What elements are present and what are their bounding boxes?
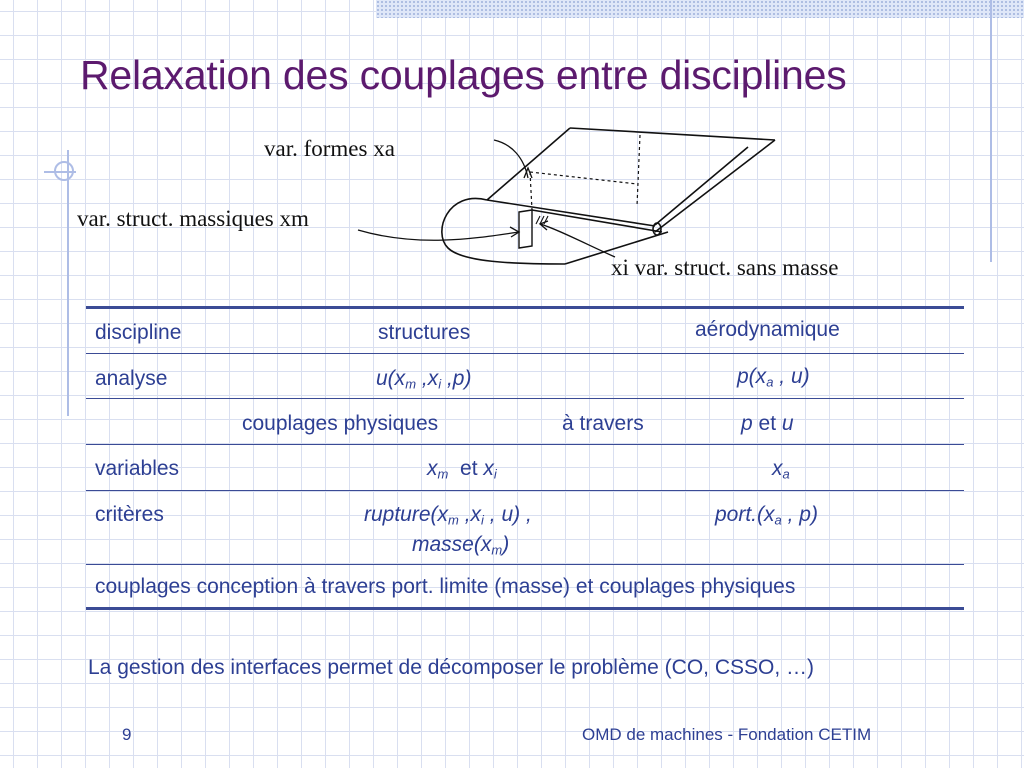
cell-aerodynamique: aérodynamique <box>695 318 840 341</box>
figure-label-massless-structural-variables: xi var. struct. sans masse <box>611 255 839 280</box>
cell-p-and-u: p et u <box>741 412 794 435</box>
footer-text: OMD de machines - Fondation CETIM <box>582 725 872 744</box>
cell-aero-variables: $x_a$ <box>772 457 790 482</box>
cell-structures-analysis: $u(x_m$ $,x_i$ ,p) <box>376 367 472 392</box>
cell-design-couplings: couplages conception à travers port. limite (masse) et couplages physiques <box>95 575 796 598</box>
row-label-criteres: critères <box>95 503 164 526</box>
figure-label-shape-variables: var. formes xa <box>264 136 395 161</box>
figure-label-mass-structural-variables: var. struct. massiques xm <box>77 206 309 231</box>
row-label-discipline: discipline <box>95 321 182 344</box>
row-label-variables: variables <box>95 457 180 480</box>
cell-structures: structures <box>378 321 471 344</box>
wing-figure <box>0 120 1024 280</box>
table-rule <box>86 490 964 491</box>
table-rule <box>86 353 964 354</box>
cell-aero-analysis: $p(x_a$ , u) <box>737 365 810 390</box>
table-rule <box>86 398 964 399</box>
row-label-analyse: analyse <box>95 367 168 390</box>
cell-through: à travers <box>562 412 644 435</box>
cell-structural-criteria-line1: $rupture(x_m$ $,x_i$ , u) , <box>364 503 532 528</box>
slide-title: Relaxation des couplages entre disciplines <box>80 52 847 98</box>
slide-note: La gestion des interfaces permet de décomposer le problème (CO, CSSO, …) <box>88 656 814 679</box>
cell-structural-variables: $x_m$ et $x_i$ <box>427 457 497 482</box>
table-rule-top <box>86 306 964 309</box>
cell-physical-couplings: couplages physiques <box>242 412 439 435</box>
table-rule <box>86 564 964 565</box>
disciplines-table <box>86 306 964 610</box>
table-rule-bottom <box>86 607 964 610</box>
wing-drawing <box>0 120 1024 280</box>
top-decorative-band <box>376 0 1024 18</box>
cell-aero-criteria: $port.(x_a$ , p) <box>715 503 818 528</box>
table-rule <box>86 444 964 445</box>
cell-structural-criteria-line2: $masse(x_m)$ <box>412 533 510 558</box>
page-number: 9 <box>122 725 132 744</box>
